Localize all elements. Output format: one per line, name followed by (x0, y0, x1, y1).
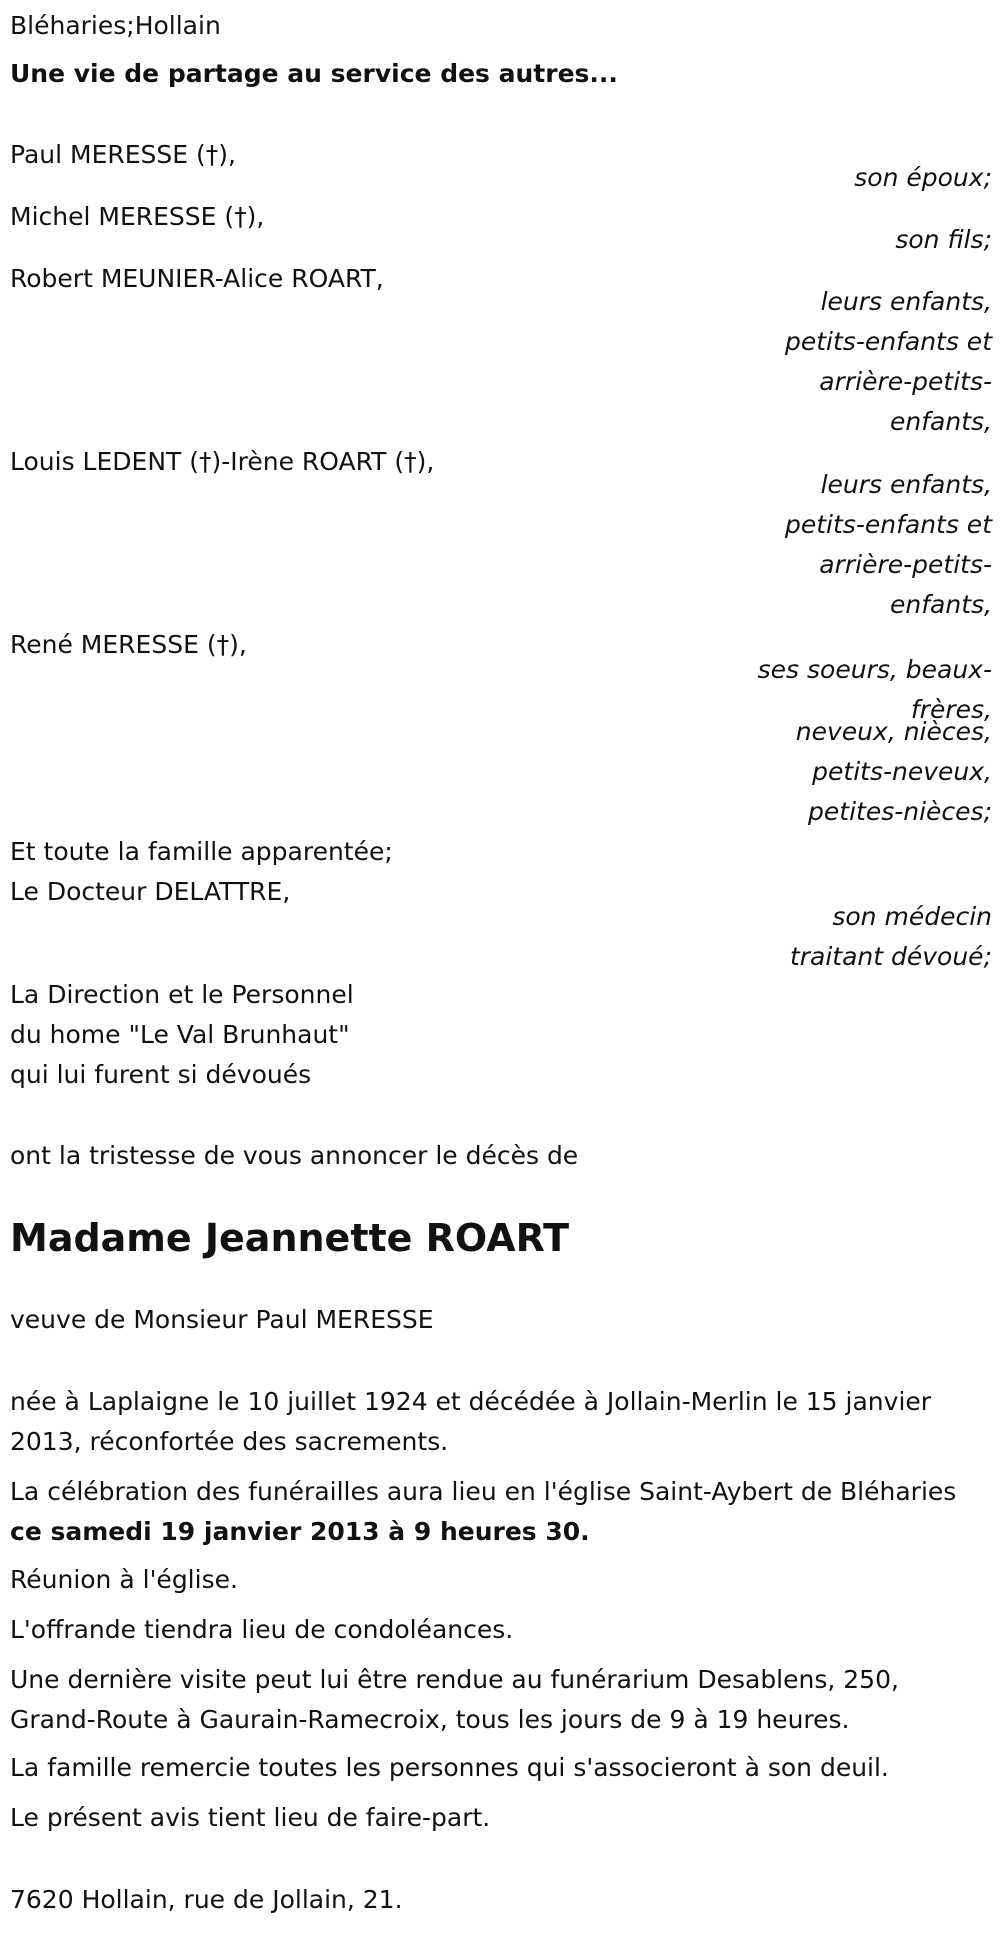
family-name-3: Robert MEUNIER-Alice ROART, (10, 264, 384, 293)
notice: Le présent avis tient lieu de faire-part. (10, 1803, 491, 1832)
announcement: ont la tristesse de vous annoncer le décès de (10, 1141, 579, 1170)
staff-line-1: La Direction et le Personnel (10, 980, 354, 1009)
header-location: Bléharies;Hollain (10, 11, 221, 40)
staff-line-2: du home "Le Val Brunhaut" (10, 1020, 350, 1049)
family-relation-1: son époux; (854, 163, 992, 192)
meeting: Réunion à l'église. (10, 1565, 238, 1594)
family-relation-3: leurs enfants, petits-enfants et arrière-petits-enfants, (785, 287, 992, 436)
header-motto: Une vie de partage au service des autres... (10, 59, 618, 88)
funeral-info (10, 1472, 990, 1552)
address: 7620 Hollain, rue de Jollain, 21. (10, 1885, 403, 1914)
funeral-text: La célébration des funérailles aura lieu en l'église Saint-Aybert de Bléharies (10, 1477, 957, 1506)
doctor-name: Le Docteur DELATTRE, (10, 877, 291, 906)
family-name-4: Louis LEDENT (†)-Irène ROART (†), (10, 447, 435, 476)
family-relation-5: ses soeurs, beaux-frères, (757, 655, 992, 724)
extended-family: Et toute la famille apparentée; (10, 837, 393, 866)
widow-of: veuve de Monsieur Paul MERESSE (10, 1305, 434, 1334)
deceased-name: Madame Jeannette ROART (10, 1216, 570, 1260)
family-name-1: Paul MERESSE (†), (10, 140, 236, 169)
family-name-5: René MERESSE (†), (10, 630, 247, 659)
visit: Une dernière visite peut lui être rendue au funérarium Desablens, 250, Grand-Route à Gaurain-Ramecroix, tous les jours de 9 à 19 heures. (10, 1665, 899, 1734)
staff-line-3: qui lui furent si dévoués (10, 1060, 312, 1089)
family-relation-5b: neveux, nièces, petits-neveux, petites-nièces; (795, 717, 992, 826)
family-relation-2: son fils; (895, 225, 992, 254)
doctor-relation: son médecin traitant dévoué; (789, 902, 992, 971)
family-name-2: Michel MERESSE (†), (10, 202, 265, 231)
family-relation-4: leurs enfants, petits-enfants et arrière-petits-enfants, (785, 470, 992, 619)
offering: L'offrande tiendra lieu de condoléances. (10, 1615, 514, 1644)
funeral-date: ce samedi 19 janvier 2013 à 9 heures 30. (10, 1517, 590, 1546)
thanks: La famille remercie toutes les personnes qui s'associeront à son deuil. (10, 1753, 889, 1782)
birth-death: née à Laplaigne le 10 juillet 1924 et décédée à Jollain-Merlin le 15 janvier 2013, réconfortée des sacrements. (10, 1387, 932, 1456)
